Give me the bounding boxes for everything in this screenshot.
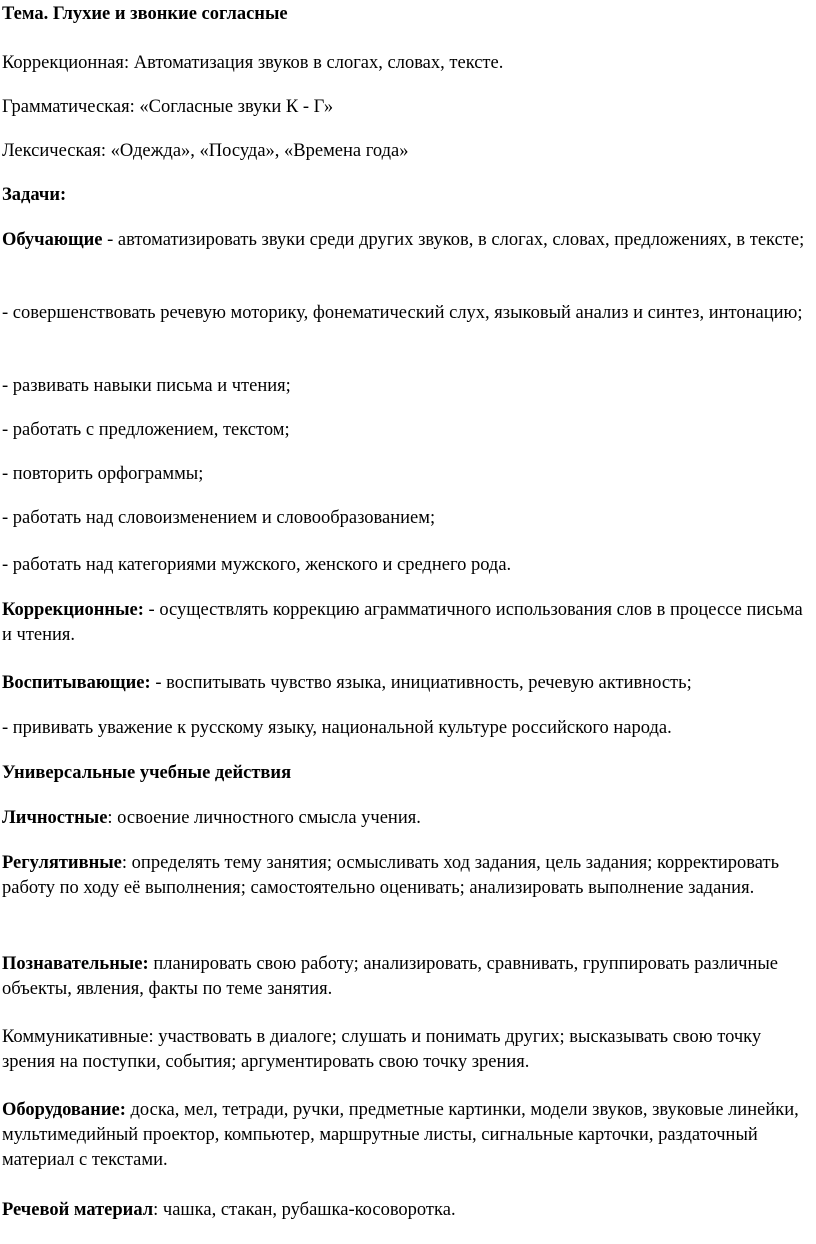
personal-uud-text: : освоение личностного смысла учения.: [107, 808, 421, 828]
uud-heading: Универсальные учебные действия: [2, 763, 292, 783]
teaching-goals-paragraph: [2, 228, 812, 253]
teaching-goals-label: Обучающие: [2, 230, 103, 250]
regulative-uud-paragraph: [2, 851, 812, 901]
correctional-goals-label: Коррекционные:: [2, 600, 144, 620]
regulative-uud-text: : определять тему занятия; осмысливать ход задания, цель задания; корректировать работу по ходу её выполнения; самостоятельно оценивать; анализировать выполнение задания.: [2, 853, 779, 898]
tasks-heading: Задачи:: [2, 185, 67, 205]
correctional-topic-line: Коррекционная: Автоматизация звуков в слогах, словах, тексте.: [2, 53, 504, 73]
equipment-paragraph: [2, 1098, 812, 1173]
communicative-uud-paragraph: Коммуникативные: участвовать в диалоге; слушать и понимать других; высказывать свою точку зрения на поступки, события; аргументировать свою точку зрения.: [2, 1027, 762, 1072]
correctional-goals-text: - осуществлять коррекцию аграмматичного использования слов в процессе письма и чтения.: [2, 600, 803, 645]
lexical-topic-line: Лексическая: «Одежда», «Посуда», «Времена года»: [2, 141, 409, 161]
cognitive-uud-paragraph: [2, 952, 812, 1002]
regulative-uud-label: Регулятивные: [2, 853, 122, 873]
educational-goals-label: Воспитывающие:: [2, 673, 151, 693]
grammar-topic-line: Грамматическая: «Согласные звуки К - Г»: [2, 97, 334, 117]
teaching-goals-text: - автоматизировать звуки среди других звуков, в слогах, словах, предложениях, в тексте;: [102, 230, 805, 250]
cognitive-uud-text: планировать свою работу; анализировать, сравнивать, группировать различные объекты, явления, факты по теме занятия.: [2, 954, 779, 999]
teaching-item: - развивать навыки письма и чтения;: [2, 376, 291, 396]
speech-material-paragraph: [2, 1198, 812, 1223]
teaching-item: - работать над словоизменением и словообразованием;: [2, 508, 436, 528]
topic-heading: Тема. Глухие и звонкие согласные: [2, 4, 288, 24]
educational-goals-text: - воспитывать чувство языка, инициативность, речевую активность;: [150, 673, 692, 693]
teaching-item: - повторить орфограммы;: [2, 464, 204, 484]
equipment-label: Оборудование:: [2, 1100, 126, 1120]
personal-uud-label: Личностные: [2, 808, 108, 828]
teaching-item: - работать над категориями мужского, женского и среднего рода.: [2, 555, 512, 575]
equipment-text: доска, мел, тетради, ручки, предметные картинки, модели звуков, звуковые линейки, мультимедийный проектор, компьютер, маршрутные листы, сигнальные карточки, раздаточный материал с текстами.: [2, 1100, 799, 1170]
educational-goals-paragraph: [2, 671, 812, 696]
educational-item: - прививать уважение к русскому языку, национальной культуре российского народа.: [2, 718, 672, 738]
speech-material-label: Речевой материал: [2, 1200, 154, 1220]
teaching-item: - совершенствовать речевую моторику, фонематический слух, языковый анализ и синтез, интонацию;: [2, 303, 803, 323]
correctional-goals-paragraph: [2, 598, 812, 648]
personal-uud-paragraph: [2, 806, 812, 831]
speech-material-text: : чашка, стакан, рубашка-косоворотка.: [153, 1200, 456, 1220]
cognitive-uud-label: Познавательные:: [2, 954, 149, 974]
teaching-item: - работать с предложением, текстом;: [2, 420, 290, 440]
